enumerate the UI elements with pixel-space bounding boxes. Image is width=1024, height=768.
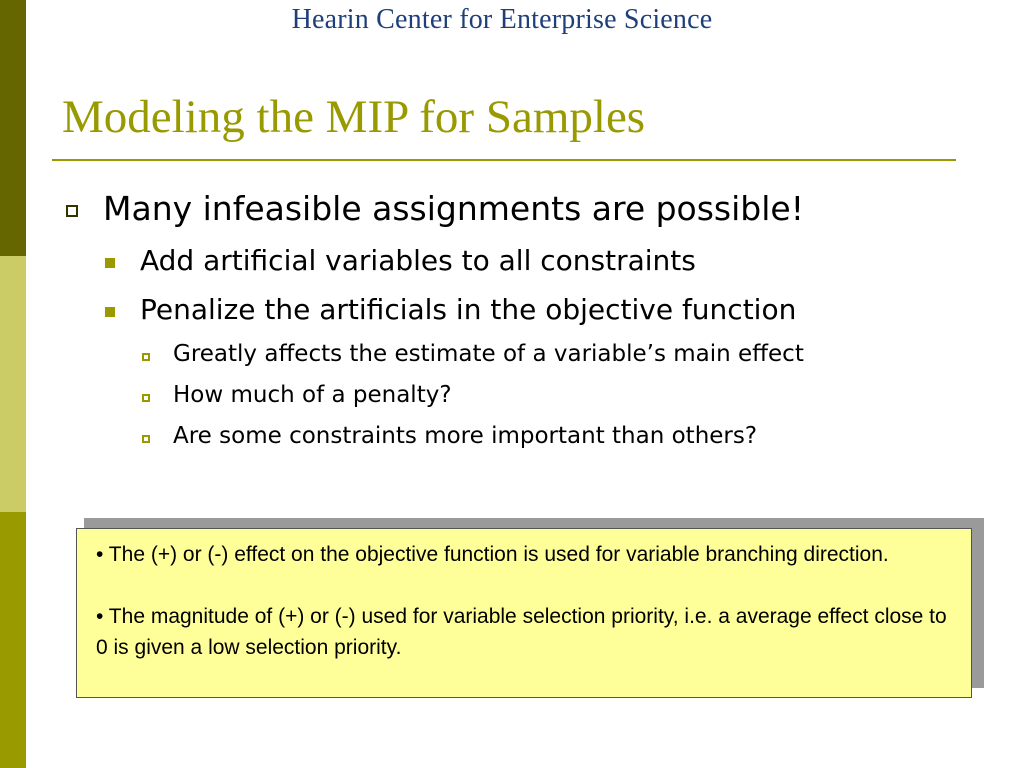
bullet-level3: Are some constraints more important than others?: [173, 423, 758, 449]
bullet-level2: Add artificial variables to all constraints: [140, 244, 696, 277]
title-divider: [52, 159, 956, 161]
hollow-square-bullet-icon: [142, 435, 150, 443]
slide-header: Hearin Center for Enterprise Science: [291, 4, 713, 35]
note-box: [76, 528, 972, 698]
bullet-level3: Greatly affects the estimate of a variable’s main effect: [173, 341, 804, 367]
bullet-level3: How much of a penalty?: [173, 382, 452, 408]
left-bar-bottom: [0, 512, 26, 768]
bullet-level1: Many infeasible assignments are possible!: [103, 189, 804, 228]
filled-square-bullet-icon: [105, 258, 115, 268]
note-spacer: [96, 570, 952, 601]
hollow-square-bullet-icon: [66, 205, 78, 217]
left-bar-middle: [0, 256, 26, 512]
slide-title: Modeling the MIP for Samples: [62, 91, 646, 143]
filled-square-bullet-icon: [105, 307, 115, 317]
bullet-level2: Penalize the artificials in the objective function: [140, 293, 797, 326]
hollow-square-bullet-icon: [142, 394, 150, 402]
left-bar-top: [0, 0, 26, 256]
note-paragraph: • The (+) or (-) effect on the objective function is used for variable branching direction.: [96, 543, 889, 566]
hollow-square-bullet-icon: [142, 353, 150, 361]
note-paragraph: • The magnitude of (+) or (-) used for variable selection priority, i.e. a average effect close to 0 is given a low selection priority.: [96, 605, 947, 659]
